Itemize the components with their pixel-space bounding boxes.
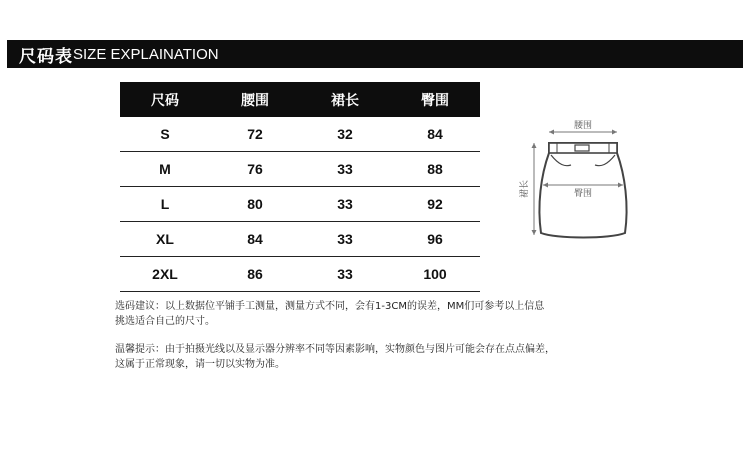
selection-advice-line1: 选码建议：以上数据位平铺手工测量，测量方式不同，会有1-3CM的误差，MM们可参考以上信息 (115, 301, 545, 312)
reminder-line1: 温馨提示：由于拍摄光线以及显示器分辨率不同等因素影响，实物颜色与图片可能会存在点点偏差， (115, 344, 555, 355)
cell-waist: 76 (210, 152, 300, 187)
reminder-line2: 这属于正常现象，请一切以实物为准。 (115, 359, 285, 370)
cell-waist: 80 (210, 187, 300, 222)
cell-hip: 88 (390, 152, 480, 187)
cell-length: 32 (300, 117, 390, 152)
cell-length: 33 (300, 152, 390, 187)
table-row (120, 257, 480, 292)
cell-hip: 96 (390, 222, 480, 257)
title-chinese: 尺码表 (19, 46, 73, 67)
cell-hip: 100 (390, 257, 480, 292)
header-hip: 臀围 (390, 82, 480, 117)
cell-length: 33 (300, 222, 390, 257)
buckle (575, 145, 589, 151)
table-row (120, 222, 480, 257)
cell-size: XL (120, 222, 210, 257)
header-size: 尺码 (120, 82, 210, 117)
waist-label: 腰围 (573, 121, 593, 131)
cell-waist: 72 (210, 117, 300, 152)
length-label: 裙长 (520, 179, 530, 199)
skirt-measurement-diagram (515, 115, 645, 255)
table-row (120, 187, 480, 222)
cell-length: 33 (300, 187, 390, 222)
size-table (120, 82, 480, 292)
cell-size: L (120, 187, 210, 222)
table-row (120, 117, 480, 152)
selection-advice (115, 299, 615, 329)
selection-advice-line2: 挑选适合自己的尺寸。 (115, 316, 215, 327)
cell-hip: 84 (390, 117, 480, 152)
cell-size: 2XL (120, 257, 210, 292)
cell-waist: 86 (210, 257, 300, 292)
cell-size: S (120, 117, 210, 152)
skirt-diagram-svg (515, 115, 645, 255)
reminder-note (115, 342, 615, 372)
table-row (120, 152, 480, 187)
cell-waist: 84 (210, 222, 300, 257)
header-waist: 腰围 (210, 82, 300, 117)
cell-size: M (120, 152, 210, 187)
size-table-header-row (120, 82, 480, 117)
title-bar (7, 40, 743, 68)
cell-length: 33 (300, 257, 390, 292)
hip-label: 臀围 (573, 189, 593, 199)
cell-hip: 92 (390, 187, 480, 222)
header-length: 裙长 (300, 82, 390, 117)
title-english: SIZE EXPLAINATION (73, 45, 219, 63)
